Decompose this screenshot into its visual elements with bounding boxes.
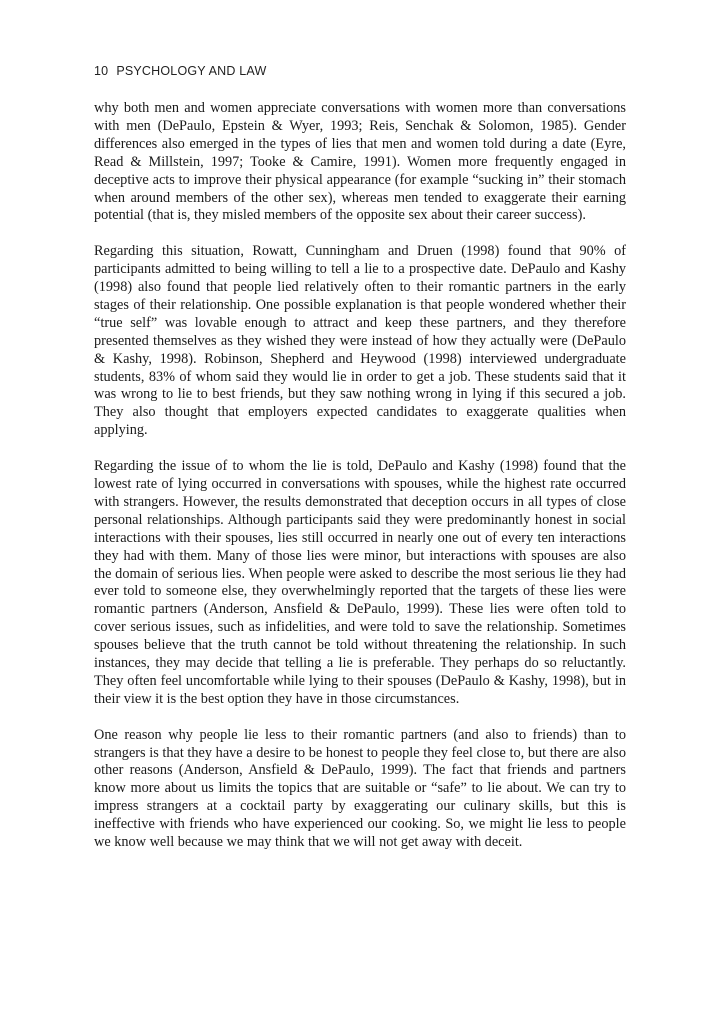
paragraph-2: Regarding this situation, Rowatt, Cunningham and Druen (1998) found that 90% of participants admitted to being willing to tell a lie to a prospective date. DePaulo and Kashy (1998) also found that people lied relatively often to their romantic partners in the early stages of their relationship. One possible explanation is that people wondered whether their “true self” was lovable enough to attract and keep these partners, and they therefore presented themselves as they wished they were instead of how they actually were (DePaulo & Kashy, 1998). Robinson, Shepherd and Heywood (1998) interviewed undergraduate students, 83% of whom said they would lie in order to get a job. These students said that it was wrong to lie to best friends, but they saw nothing wrong in lying if this secured a job. They also thought that employers expected candidates to exaggerate qualities when applying. (94, 243, 626, 439)
paragraph-1: why both men and women appreciate conversations with women more than conversations with men (DePaulo, Epstein & Wyer, 1993; Reis, Senchak & Solomon, 1985). Gender differences also emerged in the types of lies that men and women told during a date (Eyre, Read & Millstein, 1997; Tooke & Camire, 1991). Women more frequently engaged in deceptive acts to improve their physical appearance (for example “sucking in” their stomach when around members of the other sex), whereas men tended to exaggerate their earning potential (that is, they misled members of the opposite sex about their career success). (94, 100, 626, 224)
paragraph-4: One reason why people lie less to their romantic partners (and also to friends) than to strangers is that they have a desire to be honest to people they feel close to, but there are also other reasons (Anderson, Ansfield & DePaulo, 1999). The fact that friends and partners know more about us limits the topics that are suitable or “safe” to lie about. We can try to impress strangers at a cocktail party by exaggerating our culinary skills, but this is ineffective with friends who have experienced our cooking. So, we might lie less to people we know well because we may think that we will not get away with deceit. (94, 726, 626, 851)
book-page (94, 64, 626, 870)
running-head (94, 64, 626, 78)
paragraph-3: Regarding the issue of to whom the lie is told, DePaulo and Kashy (1998) found that the lowest rate of lying occurred in conversations with spouses, while the highest rate occurred with strangers. However, the results demonstrated that deception occurs in all types of close personal relationships. Although participants said they were predominantly honest in social interactions with their spouses, lies still occurred in nearly one out of every ten interactions they had with them. Many of those lies were minor, but interactions with spouses are also the domain of serious lies. When people were asked to describe the most serious lie they had ever told to someone else, they overwhelmingly reported that the targets of these lies were romantic partners (Anderson, Ansfield & DePaulo, 1999). These lies were often told to cover serious issues, such as infidelities, and were told to save the relationship. Sometimes spouses believe that the truth cannot be told without threatening the relationship. In such instances, they may decide that telling a lie is preferable. They perhaps do so reluctantly. They often feel uncomfortable while lying to their spouses (DePaulo & Kashy, 1998), but in their view it is the best option they have in those circumstances. (94, 458, 626, 707)
running-title: PSYCHOLOGY AND LAW (116, 64, 267, 78)
page-number: 10 (94, 64, 109, 78)
